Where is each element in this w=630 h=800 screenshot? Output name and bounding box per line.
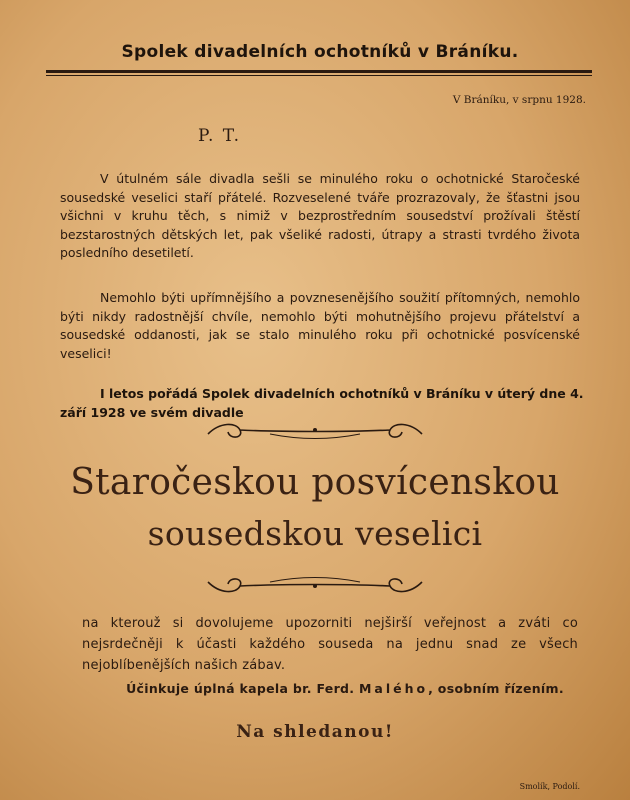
performance-text-before: Účinkuje úplná kapela br. Ferd.: [126, 681, 355, 696]
paragraph-2: Nemohlo býti upřímnějšího a povznesenějšího soužití přítomných, nemohlo býti nikdy radostnější chvíle, nemohlo býti mohutnějšího projevu přátelství a sousedské oddanosti, jak se stalo minulého roku při ochotnické posvícenské veselici!: [60, 290, 580, 361]
printer-imprint: Smolík, Podolí.: [519, 782, 580, 791]
invitation-paragraph: na kterouž si dovolujeme upozorniti nejširší veřejnost a zváti co nejsrdečněji k účasti každého souseda na jednu snad ze všech nejoblíbenějších našich zábav.: [82, 616, 578, 673]
header-rule-thick: [46, 70, 592, 73]
bottom-flourish-ornament: [200, 570, 430, 598]
farewell: Na shledanou!: [236, 722, 394, 742]
event-title-line-1: Staročeskou posvícenskou: [70, 462, 560, 503]
performance-note: [60, 681, 630, 696]
society-title: Spolek divadelních ochotníků v Bráníku.: [121, 42, 519, 62]
paragraph-1: V útulném sále divadla sešli se minulého roku o ochotnické Staročeské sousedské veselici staří přátelé. Rozveselené tváře prozrazovaly, že šťastni jsou všichni v kruhu těch, s nimiž v bezprostředním sousedství prožívali štěstí bezstarostných dětských let, pak všeliké radosti, útrapy a strasti tvrdého života posledního desetiletí.: [60, 171, 580, 260]
event-intro: I letos pořádá Spolek divadelních ochotníků v Bráníku v úterý dne 4. září 1928 ve svém divadle: [60, 386, 584, 420]
dateline: V Bráníku, v srpnu 1928.: [452, 94, 586, 106]
performance-text-after: , osobním řízením.: [428, 681, 564, 696]
event-title-line-2: sousedskou veselici: [147, 514, 483, 553]
top-flourish-ornament: [200, 418, 430, 446]
conductor-name: Malého: [358, 681, 429, 696]
header-rule-thin: [46, 75, 592, 76]
salutation: P. T.: [198, 126, 242, 146]
